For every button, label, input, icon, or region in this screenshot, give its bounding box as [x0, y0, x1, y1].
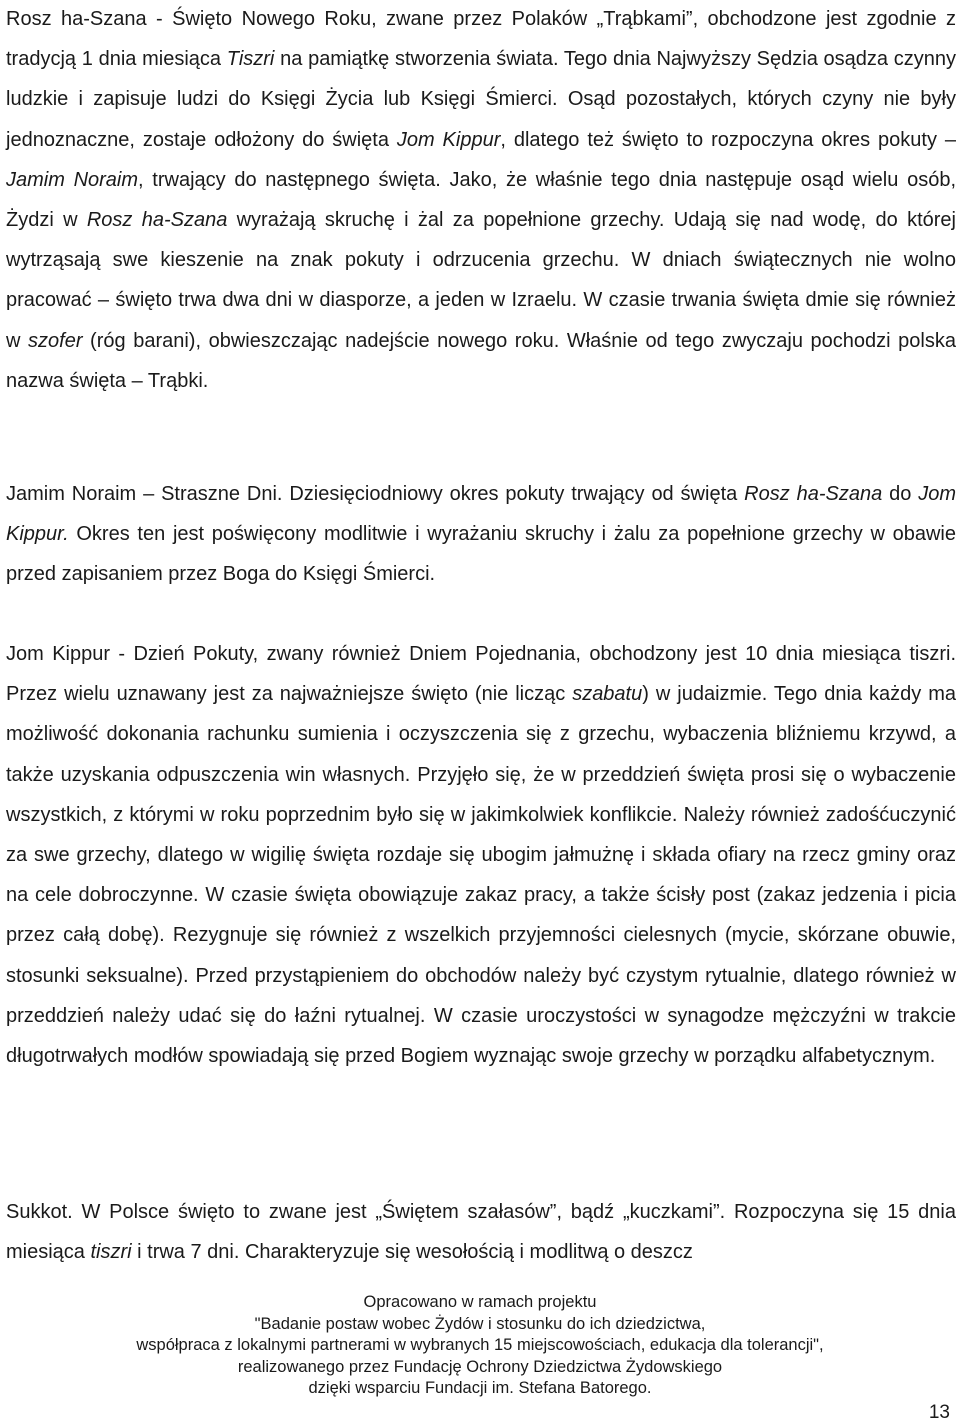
text-run: Sukkot. W Polsce święto to zwane jest „Świętem szałasów”, bądź „kuczkami”. Rozpoczyna się 15 dnia miesiąca [6, 1201, 956, 1264]
text-run: do [882, 483, 919, 505]
footer-line: "Badanie postaw wobec Żydów i stosunku do ich dziedzictwa, [254, 1314, 706, 1333]
page-number: 13 [928, 1402, 950, 1423]
text-run: Okres ten jest poświęcony modlitwie i wyrażaniu skruchy i żalu za popełnione grzechy w obawie przed zapisaniem przez Boga do Księgi Śmierci. [6, 523, 956, 586]
text-run: ) w judaizmie. Tego dnia każdy ma możliwość dokonania rachunku sumienia i oczyszczenia się z grzechu, wybaczenia bliźniemu krzywd, a także uzyskania odpuszczenia win własnych. Przyjęło się, że w przeddzień święta prosi się o wybaczenie wszystkich, z którymi w roku poprzednim było się w jakimkolwiek konflikcie. Należy również zadośćuczynić za swe grzechy, dlatego w wigilię święta rozdaje się ubogim jałmużnę i składa ofiary na rzecz gminy oraz na cele dobroczynne. W czasie święta obowiązuje zakaz pracy, a także ścisły post (zakaz jedzenia i picia przez całą dobę). Rezygnuje się również z wszelkich przyjemności cielesnych (mycie, skórzane obuwie, stosunki seksualne). Przed przystąpieniem do obchodów należy być czystym rytualnie, dlatego również w przeddzień należy udać się do łaźni rytualnej. W czasie uroczystości w synagodze mężczyźni w trakcie długotrwałych modłów spowiadają się przed Bogiem wyznając swoje grzechy w porządku alfabetycznym. [6, 683, 956, 1068]
paragraph-sukkot [6, 1192, 956, 1272]
project-footer [0, 1292, 960, 1400]
footer-line: realizowanego przez Fundację Ochrony Dziedzictwa Żydowskiego [237, 1357, 723, 1376]
paragraph-jamim-noraim [6, 474, 956, 595]
text-run: na pamiątkę stworzenia świata. Tego dnia Najwyższy Sędzia osądza czynny ludzkie i zapisuje ludzi do Księgi Życia lub Księgi Śmierci. Osąd pozostałych, których czyny nie były jednoznaczne, zostaje odłożony do święta [6, 48, 956, 151]
italic-term: Jom Kippur. [6, 483, 957, 546]
italic-term: Jamim Noraim [6, 168, 139, 191]
text-run: Jom Kippur - Dzień Pokuty, zwany również Dniem Pojednania, obchodzony jest 10 dnia miesiąca tiszri. Przez wielu uznawany jest za najważniejsze święto (nie licząc [6, 643, 956, 706]
footer-line: współpraca z lokalnymi partnerami w wybranych 15 miejscowościach, edukacja dla tolerancji", [136, 1336, 824, 1355]
paragraph-jom-kippur [6, 634, 956, 1076]
italic-term: Rosz ha-Szana [744, 483, 883, 505]
footer-line: Opracowano w ramach projektu [363, 1293, 597, 1311]
footer-line: dzięki wsparciu Fundacji im. Stefana Batorego. [308, 1379, 652, 1398]
text-run: Rosz ha-Szana - Święto Nowego Roku, zwane przez Polaków „Trąbkami”, obchodzone jest zgodnie z tradycją 1 dnia miesiąca [6, 8, 956, 71]
text-run: i trwa 7 dni. Charakteryzuje się wesołością i modlitwą o deszcz [131, 1241, 693, 1264]
italic-term: Tiszri [226, 48, 275, 71]
text-run: , dlatego też święto to rozpoczyna okres pokuty – [500, 128, 957, 151]
italic-term: szofer [28, 329, 83, 352]
italic-term: szabatu [572, 683, 643, 706]
italic-term: tiszri [90, 1241, 132, 1264]
italic-term: Jom Kippur [396, 128, 501, 151]
text-run: , trwający do następnego święta. Jako, że właśnie tego dnia następuje osąd wielu osób, Żydzi w [6, 168, 956, 232]
paragraph-rosz-ha-szana [6, 0, 956, 401]
text-run: wyrażają skruchę i żal za popełnione grzechy. Udają się nad wodę, do której wytrząsają swe kieszenie na znak pokuty i odrzucenia grzechu. W dniach świątecznych nie wolno pracować – święto trwa dwa dni w diasporze, a jeden w Izraelu. W czasie trwania święta dmie się również w [6, 209, 956, 352]
italic-term: Rosz ha-Szana [86, 209, 228, 232]
text-run: (róg barani), obwieszczając nadejście nowego roku. Właśnie od tego zwyczaju pochodzi polska nazwa święta – Trąbki. [6, 329, 956, 392]
text-run: Jamim Noraim – Straszne Dni. Dziesięciodniowy okres pokuty trwający od święta [6, 483, 745, 505]
